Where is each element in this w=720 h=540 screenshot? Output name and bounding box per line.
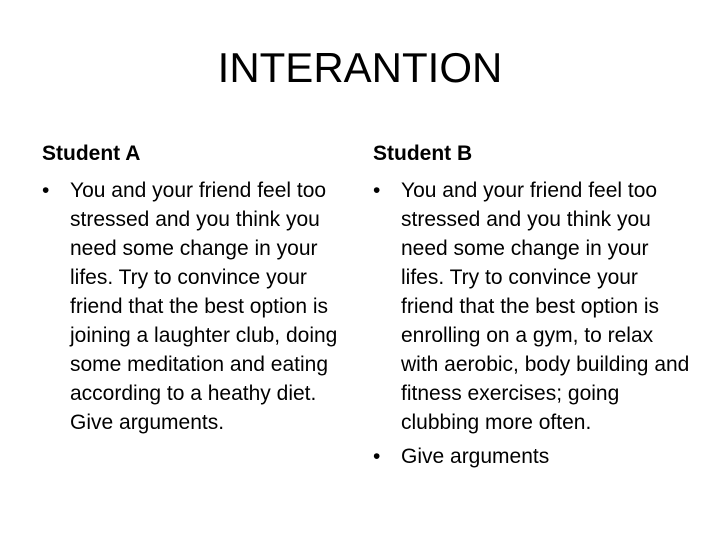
student-b-bullet-list — [373, 176, 693, 476]
student-b-bullet-text: You and your friend feel too stressed and you think you need some change in your lifes. Try to convince your friend that the best option is enrolling on a gym, to relax with aerobic, body building and fitness exercises; going clubbing more often. — [401, 179, 690, 434]
bullet-icon: • — [373, 445, 381, 468]
student-a-heading: Student A — [42, 142, 141, 165]
student-b-bullet — [373, 176, 693, 437]
bullet-icon: • — [373, 179, 381, 202]
bullet-icon: • — [42, 179, 50, 202]
student-b-column — [373, 140, 693, 468]
student-a-bullet-text: You and your friend feel too stressed and you think you need some change in your lifes. Try to convince your friend that the best option is joining a laughter club, doing some meditation and eating according to a heathy diet. Give arguments. — [70, 179, 338, 434]
student-b-bullet-text: Give arguments — [401, 445, 550, 468]
student-b-bullet — [373, 442, 693, 471]
student-a-bullet — [42, 176, 352, 437]
student-a-column — [42, 140, 352, 434]
student-a-bullet-list — [42, 176, 352, 442]
student-b-heading: Student B — [373, 142, 473, 165]
slide-title: INTERANTION — [217, 44, 503, 91]
